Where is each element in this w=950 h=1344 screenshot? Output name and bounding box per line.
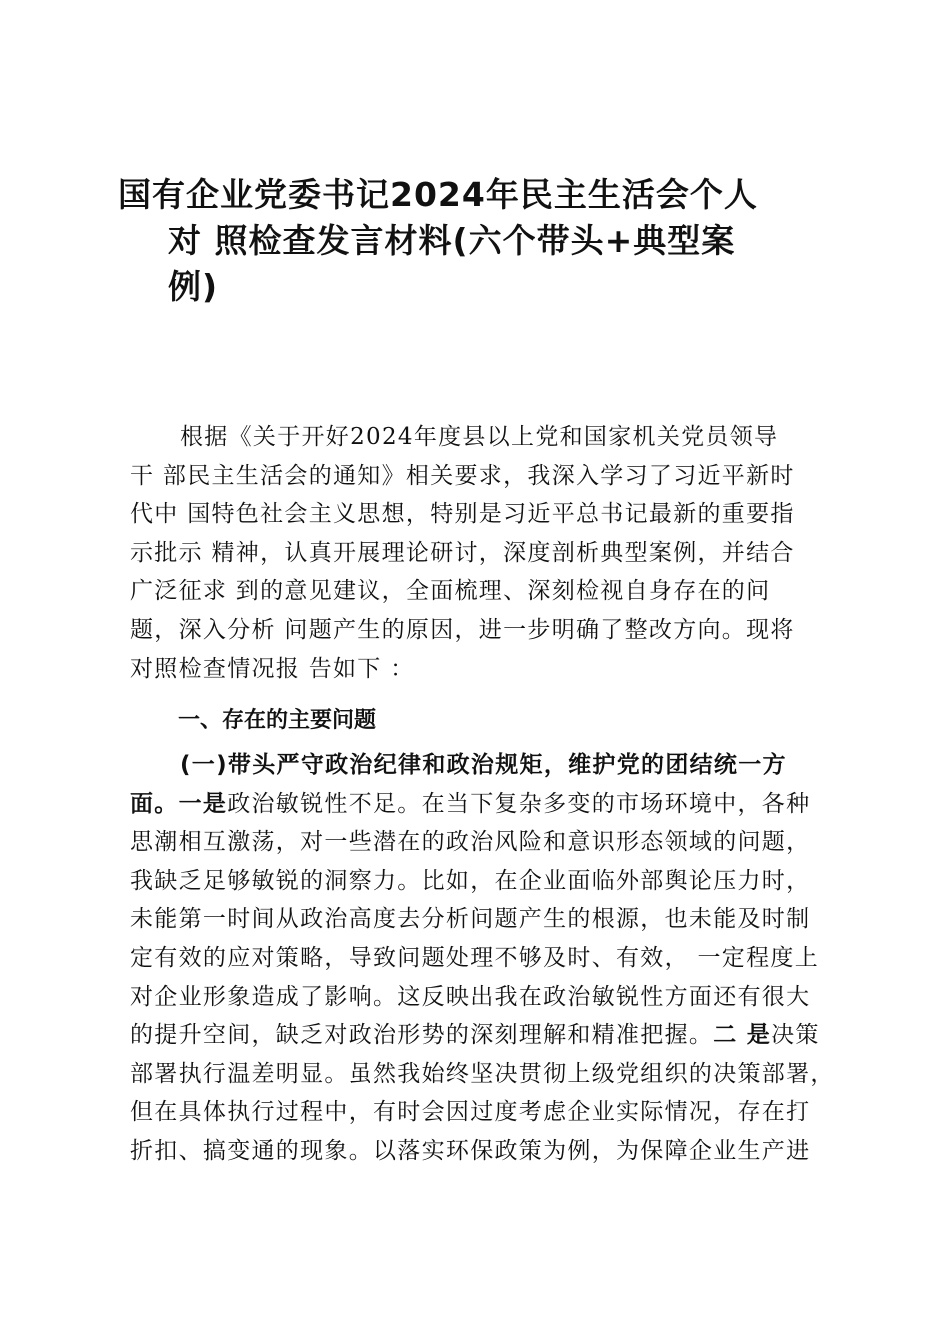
section-paragraph <box>130 746 835 1171</box>
emphasis-text: 面。一是 <box>130 790 228 817</box>
text-line: 题，深入分析 问题产生的原因，进一步明确了整改方向。现将 <box>130 616 795 643</box>
text-segment: 决策 <box>771 1022 820 1049</box>
section-heading: 一、存在的主要问题 <box>178 708 377 733</box>
title-line: 对 照检查发言材料(六个带头+典型案 <box>168 221 736 260</box>
intro-paragraph <box>130 418 830 688</box>
text-line: 对企业形象造成了影响。这反映出我在政治敏锐性方面还有很大 <box>130 983 811 1010</box>
text-line: 广泛征求 到的意见建议，全面梳理、深刻检视自身存在的问 <box>130 578 771 605</box>
text-line: 思潮相互激荡，对一些潜在的政治风险和意识形态领域的问题， <box>130 829 811 856</box>
text-line: 根据《关于开好2024年度县以上党和国家机关党员领导 <box>180 424 779 450</box>
text-line: 定有效的应对策略，导致问题处理不够及时、有效， 一定程度上 <box>130 944 820 971</box>
text-line: 但在具体执行过程中，有时会因过度考虑企业实际情况，存在打 <box>130 1099 811 1126</box>
emphasis-text: 二 是 <box>713 1022 772 1049</box>
text-line: 干 部民主生活会的通知》相关要求，我深入学习了习近平新时 <box>130 462 795 489</box>
text-line: 未能第一时间从政治高度去分析问题产生的根源，也未能及时制 <box>130 906 811 933</box>
text-line <box>130 1016 830 1055</box>
document-title <box>118 172 818 310</box>
text-segment: 政治敏锐性不足。在当下复杂多变的市场环境中，各种 <box>227 790 811 817</box>
text-segment: 的提升空间，缺乏对政治形势的深刻理解和精准把握。 <box>130 1022 714 1049</box>
subsection-heading: (一)带头严守政治纪律和政治规矩，维护党的团结统一方 <box>180 752 787 778</box>
title-line: 例) <box>168 267 219 306</box>
text-line: 对照检查情况报 告如下 ： <box>130 655 415 682</box>
text-line: 代中 国特色社会主义思想，特别是习近平总书记最新的重要指 <box>130 501 795 528</box>
text-line <box>130 785 830 824</box>
title-line: 国有企业党委书记2024年民主生活会个人 <box>118 175 758 214</box>
text-line: 部署执行温差明显。虽然我始终坚决贯彻上级党组织的决策部署， <box>130 1060 835 1087</box>
text-line: 折扣、搞变通的现象。以落实环保政策为例，为保障企业生产进 <box>130 1137 811 1164</box>
text-line: 示批示 精神，认真开展理论研讨，深度剖析典型案例，并结合 <box>130 539 795 566</box>
text-line: 我缺乏足够敏锐的洞察力。比如，在企业面临外部舆论压力时， <box>130 867 811 894</box>
